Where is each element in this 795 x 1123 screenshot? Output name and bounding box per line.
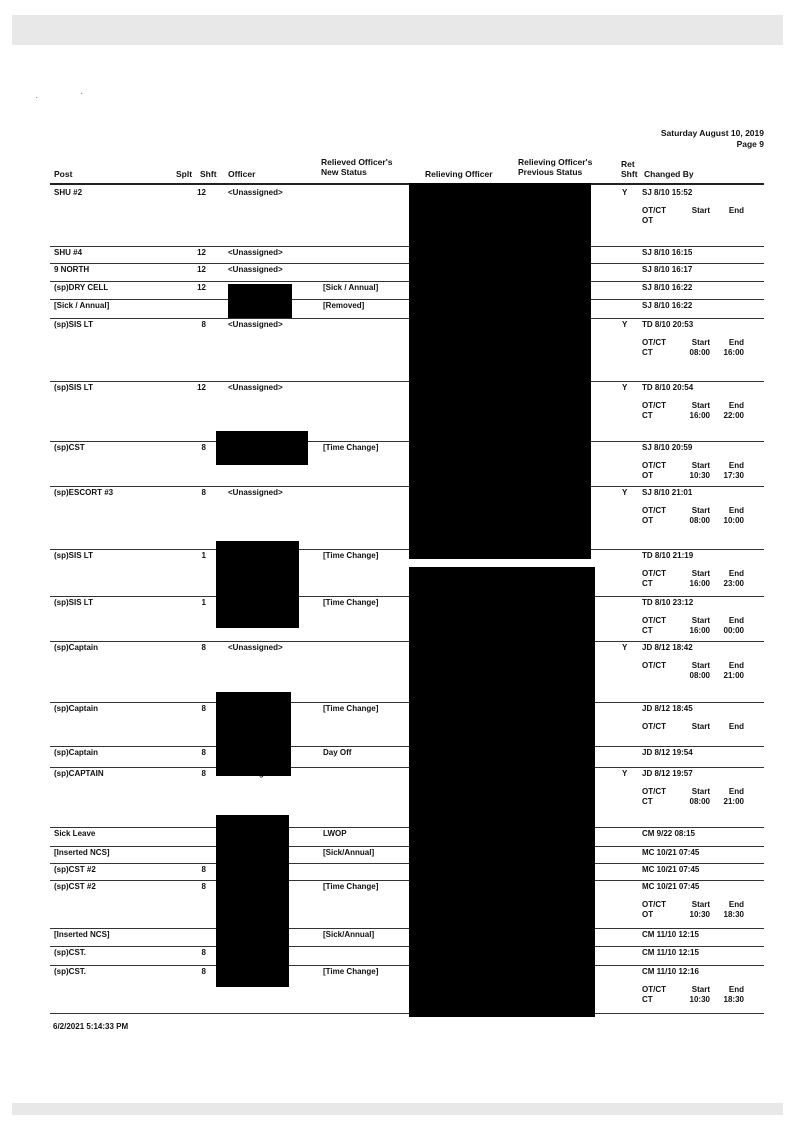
changed-by-cell: CM 11/10 12:16: [642, 967, 699, 976]
changed-by-cell: JD 8/12 19:57: [642, 769, 693, 778]
table-row: [50, 946, 764, 966]
ot-v2: 08:00: [689, 348, 710, 357]
ot-v1: OT: [642, 910, 654, 919]
ot-v2: 08:00: [689, 516, 710, 525]
ot-ct-value-line: [642, 995, 744, 1005]
changed-by-cell: TD 8/10 20:54: [642, 383, 694, 392]
changed-by-cell: MC 10/21 07:45: [642, 848, 700, 857]
ot-ct-value-line: [642, 910, 744, 920]
ot-h2: Start: [691, 661, 710, 670]
post-cell: (sp)SIS LT: [54, 598, 93, 607]
ret-shift-cell: Y: [622, 320, 628, 329]
ot-ct-header-line: [642, 900, 744, 910]
shift-cell: 1: [201, 598, 206, 607]
changed-by-cell: SJ 8/10 16:22: [642, 301, 693, 310]
ot-v1: CT: [642, 348, 653, 357]
ot-ct-header-line: [642, 401, 744, 411]
relieved-status-cell: [Time Change]: [323, 598, 379, 607]
col-header-relieving-previous-line2: Previous Status: [518, 167, 583, 177]
officer-cell: <Unassigned>: [228, 643, 283, 652]
post-cell: (sp)ESCORT #3: [54, 488, 114, 497]
ot-v3: 22:00: [723, 411, 744, 420]
officer-cell: <Unassigned>: [228, 248, 283, 257]
ot-ct-value-line: [642, 516, 744, 526]
post-cell: (sp)SIS LT: [54, 383, 93, 392]
officer-cell: <Unassigned>: [228, 488, 283, 497]
table-row: [50, 928, 764, 947]
table-row: [50, 846, 764, 864]
ot-h3: End: [728, 787, 744, 796]
ot-ct-block: [642, 338, 744, 358]
ot-v3: 17:30: [723, 471, 744, 480]
col-header-relieved-status-line1: Relieved Officer's: [321, 157, 393, 167]
table-row: [50, 281, 764, 300]
table-row: [50, 246, 764, 264]
col-header-post: Post: [54, 169, 73, 179]
ret-shift-cell: Y: [622, 188, 628, 197]
table-row: [50, 746, 764, 768]
changed-by-cell: SJ 8/10 20:59: [642, 443, 693, 452]
ot-v1: CT: [642, 995, 653, 1004]
changed-by-cell: TD 8/10 21:19: [642, 551, 694, 560]
table-row: [50, 702, 764, 747]
ot-ct-header-line: [642, 616, 744, 626]
ot-v2: 16:00: [689, 626, 710, 635]
changed-by-cell: SJ 8/10 16:17: [642, 265, 693, 274]
ot-h3: End: [728, 722, 744, 731]
relieved-status-cell: [Time Change]: [323, 551, 379, 560]
changed-by-cell: TD 8/10 23:12: [642, 598, 694, 607]
ot-h3: End: [728, 506, 744, 515]
post-cell: (sp)Captain: [54, 643, 98, 652]
ot-v2: 10:30: [689, 995, 710, 1004]
ot-h1: OT/CT: [642, 661, 666, 670]
ot-v2: 10:30: [689, 471, 710, 480]
ot-ct-value-line: [642, 797, 744, 807]
post-cell: (sp)SIS LT: [54, 551, 93, 560]
ot-h1: OT/CT: [642, 569, 666, 578]
table-row: [50, 596, 764, 642]
redaction-block: [216, 541, 299, 628]
redaction-block: [216, 431, 308, 465]
changed-by-cell: SJ 8/10 15:52: [642, 188, 693, 197]
col-header-officer: Officer: [228, 169, 256, 179]
ot-v3: 10:00: [723, 516, 744, 525]
ot-ct-value-line: [642, 732, 744, 742]
shift-cell: 8: [201, 882, 206, 891]
ot-h1: OT/CT: [642, 900, 666, 909]
ot-h1: OT/CT: [642, 985, 666, 994]
shift-cell: 8: [201, 948, 206, 957]
redaction-block: [409, 567, 595, 1017]
ot-ct-value-line: [642, 348, 744, 358]
redaction-block: [228, 284, 292, 318]
post-cell: (sp)Captain: [54, 704, 98, 713]
changed-by-cell: SJ 8/10 16:22: [642, 283, 693, 292]
ot-ct-header-line: [642, 661, 744, 671]
changed-by-cell: SJ 8/10 21:01: [642, 488, 693, 497]
ot-ct-block: [642, 661, 744, 681]
post-cell: (sp)CST.: [54, 948, 86, 957]
post-cell: [Sick / Annual]: [54, 301, 110, 310]
ot-h2: Start: [691, 401, 710, 410]
table-row: [50, 263, 764, 282]
changed-by-cell: CM 11/10 12:15: [642, 930, 699, 939]
changed-by-cell: JD 8/12 18:42: [642, 643, 693, 652]
ot-ct-block: [642, 401, 744, 421]
table-row: [50, 441, 764, 487]
ot-h1: OT/CT: [642, 461, 666, 470]
table-row: [50, 549, 764, 597]
changed-by-cell: MC 10/21 07:45: [642, 865, 700, 874]
ot-h3: End: [728, 616, 744, 625]
ot-h2: Start: [691, 985, 710, 994]
table-row: [50, 641, 764, 703]
relieved-status-cell: [Sick/Annual]: [323, 930, 375, 939]
post-cell: (sp)SIS LT: [54, 320, 93, 329]
shift-cell: 8: [201, 443, 206, 452]
col-header-relieving-previous-line1: Relieving Officer's: [518, 157, 593, 167]
redaction-block: [409, 183, 591, 559]
ot-ct-header-line: [642, 722, 744, 732]
shift-cell: 8: [201, 748, 206, 757]
ot-ct-header-line: [642, 506, 744, 516]
scan-speck: ·: [35, 92, 39, 103]
ot-ct-block: [642, 206, 744, 226]
shift-cell: 12: [197, 188, 206, 197]
table-row: [50, 186, 764, 247]
post-cell: (sp)DRY CELL: [54, 283, 109, 292]
post-cell: [Inserted NCS]: [54, 848, 110, 857]
ot-v3: 18:30: [723, 995, 744, 1004]
ot-ct-header-line: [642, 461, 744, 471]
ret-shift-cell: Y: [622, 383, 628, 392]
ot-v1: OT: [642, 471, 654, 480]
ot-h2: Start: [691, 206, 710, 215]
table-row: [50, 965, 764, 1014]
post-cell: SHU #2: [54, 188, 83, 197]
print-timestamp: 6/2/2021 5:14:33 PM: [53, 1022, 129, 1031]
shift-cell: 12: [197, 283, 206, 292]
shift-cell: 12: [197, 248, 206, 257]
redaction-block: [216, 692, 291, 776]
ot-h3: End: [728, 338, 744, 347]
table-row: [50, 880, 764, 929]
ot-ct-block: [642, 985, 744, 1005]
col-header-shift: Shft: [200, 169, 217, 179]
relieved-status-cell: Day Off: [323, 748, 352, 757]
officer-cell: <Unassigned>: [228, 265, 283, 274]
ret-shift-cell: Y: [622, 488, 628, 497]
shift-cell: 8: [201, 488, 206, 497]
changed-by-cell: CM 11/10 12:15: [642, 948, 699, 957]
relieved-status-cell: [Time Change]: [323, 967, 379, 976]
ot-h3: End: [728, 661, 744, 670]
ot-h3: End: [728, 401, 744, 410]
relieved-status-cell: [Time Change]: [323, 443, 379, 452]
table-row: [50, 767, 764, 828]
shift-cell: 8: [201, 643, 206, 652]
col-header-ret-line2: Shft: [621, 169, 638, 179]
ret-shift-cell: Y: [622, 769, 628, 778]
col-header-relieving-officer: Relieving Officer: [425, 169, 493, 179]
ot-v3: 21:00: [723, 797, 744, 806]
post-cell: (sp)CST #2: [54, 882, 96, 891]
ot-h1: OT/CT: [642, 338, 666, 347]
col-header-relieved-status-line2: New Status: [321, 167, 367, 177]
ot-v3: 21:00: [723, 671, 744, 680]
ot-v2: 10:30: [689, 910, 710, 919]
table-row: [50, 827, 764, 847]
ot-v2: 16:00: [689, 411, 710, 420]
shift-cell: 8: [201, 865, 206, 874]
ot-v2: 16:00: [689, 579, 710, 588]
post-cell: (sp)Captain: [54, 748, 98, 757]
ot-h2: Start: [691, 569, 710, 578]
ot-v3: 23:00: [723, 579, 744, 588]
officer-cell: <Unassigned>: [228, 383, 283, 392]
redaction-block: [216, 815, 289, 987]
ot-v1: OT: [642, 216, 654, 225]
ot-v3: 00:00: [723, 626, 744, 635]
ot-v3: 18:30: [723, 910, 744, 919]
ot-h3: End: [728, 461, 744, 470]
ot-ct-header-line: [642, 787, 744, 797]
shift-cell: 8: [201, 320, 206, 329]
ot-h1: OT/CT: [642, 616, 666, 625]
page-number: Page 9: [736, 139, 764, 149]
ot-h2: Start: [691, 461, 710, 470]
shift-cell: 8: [201, 704, 206, 713]
ot-ct-value-line: [642, 579, 744, 589]
col-header-ret-line1: Ret: [621, 159, 635, 169]
ot-v3: 16:00: [723, 348, 744, 357]
shift-cell: 8: [201, 769, 206, 778]
ot-ct-block: [642, 900, 744, 920]
shift-cell: 1: [201, 551, 206, 560]
col-header-changed-by: Changed By: [644, 169, 694, 179]
ot-h2: Start: [691, 616, 710, 625]
ot-h3: End: [728, 569, 744, 578]
post-cell: 9 NORTH: [54, 265, 90, 274]
ot-ct-block: [642, 787, 744, 807]
shift-cell: 12: [197, 383, 206, 392]
ot-ct-value-line: [642, 626, 744, 636]
ot-h1: OT/CT: [642, 506, 666, 515]
ot-v2: 08:00: [689, 671, 710, 680]
relieved-status-cell: [Sick / Annual]: [323, 283, 379, 292]
ot-ct-value-line: [642, 411, 744, 421]
ot-h2: Start: [691, 900, 710, 909]
officer-cell: <Unassigned>: [228, 188, 283, 197]
ot-ct-block: [642, 569, 744, 589]
changed-by-cell: MC 10/21 07:45: [642, 882, 700, 891]
post-cell: (sp)CST: [54, 443, 85, 452]
ot-v1: OT: [642, 516, 654, 525]
ot-v1: CT: [642, 579, 653, 588]
ret-shift-cell: Y: [622, 643, 628, 652]
ot-h1: OT/CT: [642, 206, 666, 215]
col-header-split: Splt: [176, 169, 193, 179]
ot-ct-header-line: [642, 569, 744, 579]
ot-ct-value-line: [642, 671, 744, 681]
ot-ct-header-line: [642, 206, 744, 216]
ot-h1: OT/CT: [642, 401, 666, 410]
changed-by-cell: SJ 8/10 16:15: [642, 248, 693, 257]
relieved-status-cell: LWOP: [323, 829, 347, 838]
officer-cell: <Unassigned>: [228, 320, 283, 329]
changed-by-cell: JD 8/12 19:54: [642, 748, 693, 757]
table-row: [50, 299, 764, 319]
ot-h1: OT/CT: [642, 787, 666, 796]
ot-ct-header-line: [642, 985, 744, 995]
changed-by-cell: CM 9/22 08:15: [642, 829, 695, 838]
ot-h3: End: [728, 206, 744, 215]
changed-by-cell: JD 8/12 18:45: [642, 704, 693, 713]
ot-ct-header-line: [642, 338, 744, 348]
ot-ct-value-line: [642, 216, 744, 226]
table-row: [50, 381, 764, 442]
shift-cell: 12: [197, 265, 206, 274]
relieved-status-cell: [Sick/Annual]: [323, 848, 375, 857]
changed-by-cell: TD 8/10 20:53: [642, 320, 694, 329]
post-cell: SHU #4: [54, 248, 83, 257]
ot-ct-block: [642, 616, 744, 636]
table-row: [50, 318, 764, 382]
relieved-status-cell: [Time Change]: [323, 704, 379, 713]
ot-ct-block: [642, 722, 744, 742]
post-cell: (sp)CAPTAIN: [54, 769, 104, 778]
ot-h1: OT/CT: [642, 722, 666, 731]
relieved-status-cell: [Removed]: [323, 301, 365, 310]
post-cell: [Inserted NCS]: [54, 930, 110, 939]
ot-ct-value-line: [642, 471, 744, 481]
post-cell: (sp)CST #2: [54, 865, 96, 874]
ot-v2: 08:00: [689, 797, 710, 806]
ot-ct-block: [642, 506, 744, 526]
ot-h3: End: [728, 985, 744, 994]
ot-h2: Start: [691, 338, 710, 347]
ot-h3: End: [728, 900, 744, 909]
ot-v1: CT: [642, 797, 653, 806]
ot-ct-block: [642, 461, 744, 481]
ot-h2: Start: [691, 787, 710, 796]
report-date: Saturday August 10, 2019: [660, 128, 764, 138]
relieved-status-cell: [Time Change]: [323, 882, 379, 891]
scan-speck: ·: [80, 88, 84, 99]
ot-h2: Start: [691, 506, 710, 515]
table-row: [50, 486, 764, 550]
ot-v1: CT: [642, 626, 653, 635]
table-row: [50, 863, 764, 881]
ot-v1: CT: [642, 411, 653, 420]
ot-h2: Start: [691, 722, 710, 731]
post-cell: Sick Leave: [54, 829, 96, 838]
post-cell: (sp)CST.: [54, 967, 86, 976]
shift-cell: 8: [201, 967, 206, 976]
